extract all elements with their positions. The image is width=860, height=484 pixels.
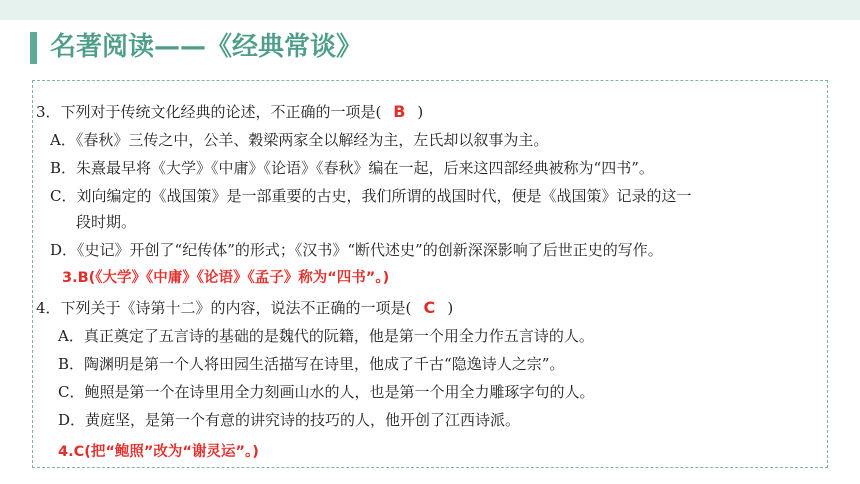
question-4-explanation: 4.C(把“鲍照”改为“谢灵运”。) bbox=[58, 444, 259, 460]
question-3-option-b: B．朱熹最早将《大学》《中庸》《论语》《春秋》编在一起，后来这四部经典被称为“四书”。 bbox=[50, 159, 654, 177]
question-3-text: 3．下列对于传统文化经典的论述，不正确的一项是( bbox=[36, 103, 382, 121]
question-4-text: 4．下列关于《诗第十二》的内容，说法不正确的一项是( bbox=[36, 299, 412, 317]
page-title: 名著阅读——《经典常谈》 bbox=[50, 32, 363, 62]
question-3-explanation: 3.B(《大学》《中庸》《论语》《孟子》称为“四书”。) bbox=[62, 270, 390, 286]
question-4-option-c: C．鲍照是第一个在诗里用全力刻画山水的人，也是第一个用全力雕琢字句的人。 bbox=[58, 383, 595, 401]
question-3-close: ) bbox=[417, 103, 424, 121]
question-4-close: ) bbox=[447, 299, 454, 317]
header-accent-bar bbox=[30, 32, 37, 64]
question-4-answer: C bbox=[423, 298, 436, 317]
header bbox=[0, 20, 860, 74]
question-3-answer: B bbox=[393, 102, 406, 121]
question-3-option-d: D．《史记》开创了“纪传体”的形式；《汉书》“断代述史”的创新深深影响了后世正史的写作。 bbox=[50, 241, 663, 259]
question-3-option-c: C．刘向编定的《战国策》是一部重要的古史，我们所谓的战国时代，便是《战国策》记录的这一 bbox=[50, 187, 692, 205]
question-3-option-a: A．《春秋》三传之中，公羊、穀梁两家全以解经为主，左氏却以叙事为主。 bbox=[50, 131, 549, 149]
question-4-option-a: A．真正奠定了五言诗的基础的是魏代的阮籍，他是第一个用全力作五言诗的人。 bbox=[58, 327, 594, 345]
question-4-option-d: D．黄庭坚，是第一个有意的讲究诗的技巧的人，他开创了江西诗派。 bbox=[58, 411, 521, 429]
question-3-stem bbox=[36, 101, 423, 123]
question-4-stem bbox=[36, 297, 453, 319]
question-4-option-b: B．陶渊明是第一个人将田园生活描写在诗里，他成了千古“隐逸诗人之宗”。 bbox=[58, 355, 565, 373]
question-3-option-c-continued: 段时期。 bbox=[76, 213, 137, 231]
top-decoration-strip bbox=[0, 0, 860, 20]
